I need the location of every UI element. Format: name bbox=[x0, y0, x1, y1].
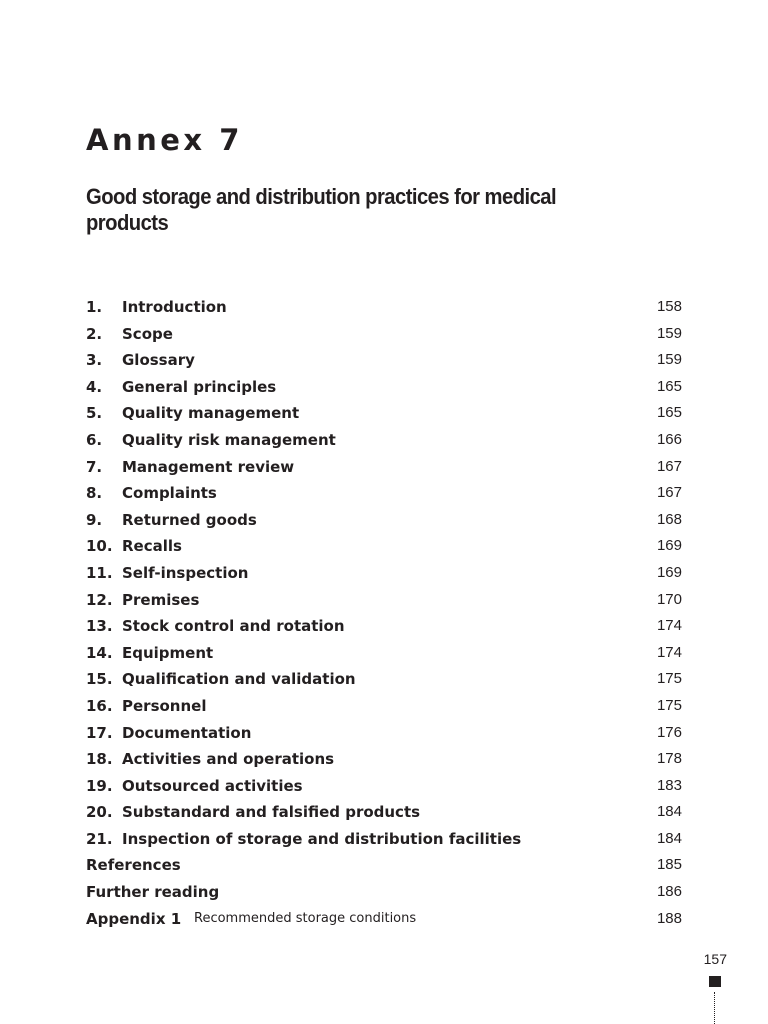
toc-page-number: 169 bbox=[656, 563, 682, 581]
toc-entry-17[interactable] bbox=[86, 720, 682, 747]
toc-label: Documentation bbox=[122, 723, 252, 742]
toc-number: 1. bbox=[86, 298, 103, 316]
toc-label: Outsourced activities bbox=[122, 776, 303, 795]
toc-entry-21[interactable] bbox=[86, 826, 682, 853]
toc-label: Management review bbox=[122, 457, 295, 476]
page-marker-square bbox=[709, 976, 721, 987]
toc-number: 7. bbox=[86, 457, 103, 476]
toc-page-number: 168 bbox=[656, 510, 682, 528]
toc-entry-12[interactable] bbox=[86, 587, 682, 614]
toc-label: Scope bbox=[122, 324, 173, 343]
toc-number: 8. bbox=[86, 484, 103, 503]
toc-entry-further-reading[interactable] bbox=[86, 879, 682, 906]
toc-number: 16. bbox=[86, 696, 113, 715]
toc-number: 5. bbox=[86, 404, 103, 423]
toc-page-number: 175 bbox=[656, 696, 682, 714]
toc-label: Qualification and validation bbox=[122, 670, 356, 689]
toc-entry-8[interactable] bbox=[86, 480, 682, 507]
toc-page-number: 175 bbox=[656, 670, 682, 688]
toc-page-number: 167 bbox=[656, 457, 682, 475]
toc-page-number: 186 bbox=[656, 883, 682, 901]
toc-label: Introduction bbox=[122, 298, 227, 316]
toc-page-number: 158 bbox=[656, 298, 682, 315]
document-title: Good storage and distribution practices for medical products bbox=[86, 184, 557, 235]
toc-number: 13. bbox=[86, 617, 113, 636]
toc-number: 2. bbox=[86, 324, 103, 343]
toc-page-number: 165 bbox=[656, 377, 682, 395]
toc-number: 9. bbox=[86, 510, 103, 529]
toc-label: Personnel bbox=[122, 696, 207, 715]
annex-heading: Annex 7 bbox=[86, 123, 243, 157]
toc-entry-13[interactable] bbox=[86, 613, 682, 640]
toc-label: Returned goods bbox=[122, 510, 257, 529]
page-number: 157 bbox=[703, 951, 727, 967]
toc-label: Inspection of storage and distribution facilities bbox=[122, 829, 522, 848]
toc-label: Appendix 1 bbox=[86, 909, 182, 928]
toc-page-number: 165 bbox=[656, 404, 682, 422]
toc-number: 11. bbox=[86, 563, 113, 582]
toc-number: 3. bbox=[86, 351, 103, 370]
toc-entry-appendix-1[interactable] bbox=[86, 906, 682, 933]
toc-page-number: 174 bbox=[656, 643, 682, 661]
toc-page-number: 183 bbox=[656, 776, 682, 794]
toc-page-number: 174 bbox=[656, 617, 682, 635]
toc-number: 17. bbox=[86, 723, 113, 742]
toc-label: References bbox=[86, 856, 181, 875]
toc-entry-11[interactable] bbox=[86, 560, 682, 587]
toc-label: Activities and operations bbox=[122, 750, 335, 769]
toc-number: 4. bbox=[86, 377, 103, 396]
toc-page-number: 166 bbox=[656, 430, 682, 448]
toc-label: General principles bbox=[122, 377, 277, 396]
toc-page-number: 170 bbox=[656, 590, 682, 608]
toc-entry-10[interactable] bbox=[86, 533, 682, 560]
toc-entry-7[interactable] bbox=[86, 454, 682, 481]
toc-page-number: 185 bbox=[656, 856, 682, 874]
toc-label: Quality management bbox=[122, 404, 300, 423]
toc-entry-1[interactable] bbox=[86, 294, 682, 321]
toc-page-number: 169 bbox=[656, 537, 682, 555]
toc-number: 6. bbox=[86, 430, 103, 449]
toc-page-number: 188 bbox=[656, 909, 682, 927]
toc-entry-4[interactable] bbox=[86, 374, 682, 401]
dotted-margin-line bbox=[714, 992, 715, 1024]
toc-page-number: 178 bbox=[656, 750, 682, 768]
appendix-description: Recommended storage conditions bbox=[194, 910, 417, 926]
toc-entry-2[interactable] bbox=[86, 321, 682, 348]
table-of-contents bbox=[86, 294, 682, 932]
toc-number: 12. bbox=[86, 590, 113, 609]
toc-entry-9[interactable] bbox=[86, 507, 682, 534]
toc-label: Self-inspection bbox=[122, 563, 249, 582]
toc-label: Stock control and rotation bbox=[122, 617, 345, 636]
toc-number: 20. bbox=[86, 803, 113, 822]
toc-entry-16[interactable] bbox=[86, 693, 682, 720]
toc-page-number: 176 bbox=[656, 723, 682, 741]
toc-entry-5[interactable] bbox=[86, 400, 682, 427]
toc-entry-14[interactable] bbox=[86, 640, 682, 667]
toc-label: Quality risk management bbox=[122, 430, 336, 449]
toc-number: 15. bbox=[86, 670, 113, 689]
toc-number: 21. bbox=[86, 829, 113, 848]
toc-label: Substandard and falsified products bbox=[122, 803, 421, 822]
toc-entry-18[interactable] bbox=[86, 746, 682, 773]
toc-number: 19. bbox=[86, 776, 113, 795]
toc-entry-3[interactable] bbox=[86, 347, 682, 374]
toc-number: 14. bbox=[86, 643, 113, 662]
toc-entry-20[interactable] bbox=[86, 799, 682, 826]
toc-number: 18. bbox=[86, 750, 113, 769]
toc-label: Further reading bbox=[86, 883, 220, 902]
toc-page-number: 167 bbox=[656, 484, 682, 502]
toc-label: Complaints bbox=[122, 484, 217, 503]
toc-page-number: 184 bbox=[656, 829, 682, 847]
toc-label: Glossary bbox=[122, 351, 195, 370]
toc-entry-6[interactable] bbox=[86, 427, 682, 454]
toc-page-number: 159 bbox=[656, 351, 682, 369]
toc-page-number: 184 bbox=[656, 803, 682, 821]
toc-entry-15[interactable] bbox=[86, 666, 682, 693]
toc-entry-references[interactable] bbox=[86, 852, 682, 879]
toc-number: 10. bbox=[86, 537, 113, 556]
toc-label: Equipment bbox=[122, 643, 214, 662]
toc-page-number: 159 bbox=[656, 324, 682, 342]
toc-label: Premises bbox=[122, 590, 200, 609]
toc-entry-19[interactable] bbox=[86, 773, 682, 800]
toc-label: Recalls bbox=[122, 537, 182, 556]
